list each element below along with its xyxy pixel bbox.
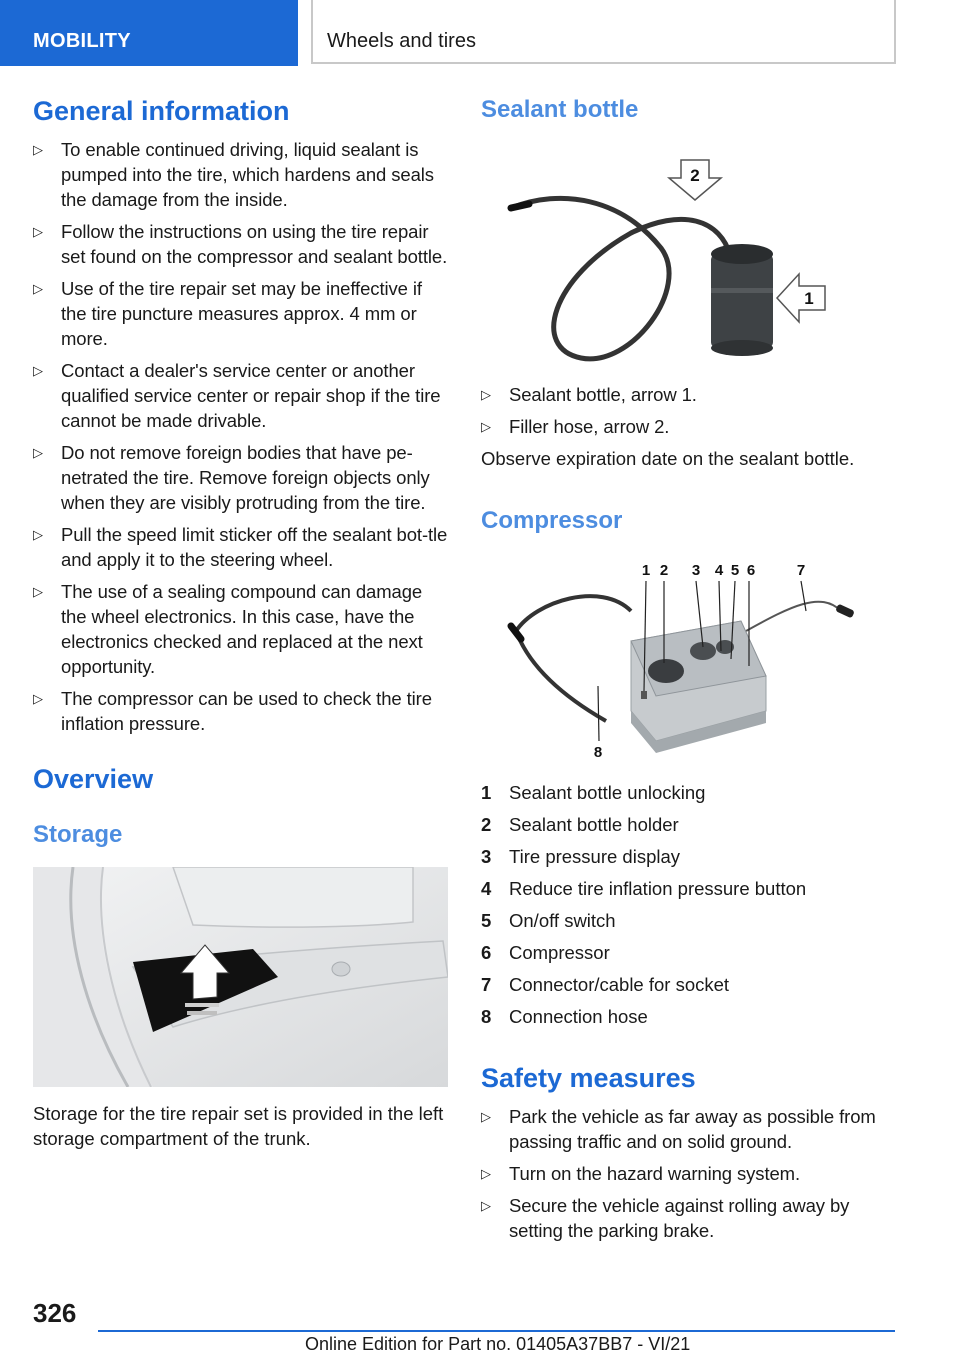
compressor-callout-1: 1 bbox=[641, 562, 651, 579]
compressor-callout-5: 5 bbox=[730, 562, 740, 579]
legend-number: 3 bbox=[481, 846, 492, 867]
list-item: ▷ Do not remove foreign bodies that have pe‐netrated the tire. Remove foreign objects only when they are visibly protruding from the tire. bbox=[33, 440, 448, 515]
page-number: 326 bbox=[33, 1298, 77, 1328]
list-item: ▷ Secure the vehicle against rolling away by setting the parking brake. bbox=[481, 1193, 901, 1243]
legend-number: 1 bbox=[481, 782, 492, 803]
compressor-callout-3: 3 bbox=[691, 562, 701, 579]
page-header bbox=[0, 0, 960, 66]
legend-text: Reduce tire inflation pressure button bbox=[509, 878, 807, 899]
general-info-heading: General information bbox=[33, 96, 290, 126]
compressor-callout-7: 7 bbox=[796, 562, 806, 579]
arrow-1-label: 1 bbox=[804, 289, 814, 308]
list-item: ▷ To enable continued driving, liquid sealant is pumped into the tire, which hardens and seals the damage from the inside. bbox=[33, 137, 448, 212]
list-item: ▷ Filler hose, arrow 2. bbox=[481, 414, 901, 439]
legend-text: Connector/cable for socket bbox=[509, 974, 730, 995]
left-column bbox=[33, 96, 448, 1151]
legend-number: 5 bbox=[481, 910, 492, 931]
list-item: ▷ The use of a sealing compound can damage the wheel electronics. In this case, have the electronics checked and replaced at the next opportunity. bbox=[33, 579, 448, 679]
right-column bbox=[481, 96, 901, 1250]
list-item: ▷ Use of the tire repair set may be ineffective if the tire puncture measures approx. 4 mm or more. bbox=[33, 276, 448, 351]
list-item: ▷ Follow the instructions on using the tire repair set found on the compressor and sealant bottle. bbox=[33, 219, 448, 269]
expiration-note: Observe expiration date on the sealant bottle. bbox=[481, 448, 855, 469]
compressor-heading: Compressor bbox=[481, 507, 623, 534]
storage-description: Storage for the tire repair set is provided in the left storage compartment of the trunk. bbox=[33, 1103, 444, 1149]
list-item: ▷ Park the vehicle as far away as possible from passing traffic and on solid ground. bbox=[481, 1104, 901, 1154]
safety-measures-list bbox=[481, 1104, 901, 1243]
section-label: MOBILITY bbox=[0, 0, 298, 66]
list-item: ▷ Contact a dealer's service center or another qualified service center or repair shop if the tire cannot be made drivable. bbox=[33, 358, 448, 433]
legend-text: Sealant bottle holder bbox=[509, 814, 679, 835]
legend-text: Connection hose bbox=[509, 1006, 648, 1027]
sealant-bottle-illustration bbox=[481, 138, 901, 368]
compressor-callout-6: 6 bbox=[746, 562, 756, 579]
edition-label: Online Edition for Part no. 01405A37BB7 - VI/21 bbox=[305, 1334, 691, 1354]
legend-text: On/off switch bbox=[509, 910, 616, 931]
compressor-illustration bbox=[481, 551, 901, 771]
list-item: ▷ Turn on the hazard warning system. bbox=[481, 1161, 901, 1186]
legend-item bbox=[481, 841, 901, 873]
legend-number: 7 bbox=[481, 974, 492, 995]
storage-illustration bbox=[33, 867, 448, 1087]
sealant-bottle-heading: Sealant bottle bbox=[481, 96, 639, 123]
safety-measures-heading: Safety measures bbox=[481, 1063, 696, 1093]
topic-label: Wheels and tires bbox=[311, 0, 896, 64]
legend-text: Sealant bottle unlocking bbox=[509, 782, 706, 803]
legend-item bbox=[481, 777, 901, 809]
legend-item bbox=[481, 1001, 901, 1033]
arrow-2-label: 2 bbox=[690, 166, 700, 185]
sealant-bottle-list bbox=[481, 382, 901, 439]
storage-heading: Storage bbox=[33, 821, 123, 848]
legend-item bbox=[481, 937, 901, 969]
list-item: ▷ Pull the speed limit sticker off the sealant bot‐tle and apply it to the steering wheel. bbox=[33, 522, 448, 572]
general-info-list bbox=[33, 137, 448, 736]
legend-number: 6 bbox=[481, 942, 492, 963]
compressor-callout-2: 2 bbox=[659, 562, 669, 579]
compressor-callout-4: 4 bbox=[714, 562, 724, 579]
legend-number: 8 bbox=[481, 1006, 492, 1027]
legend-item bbox=[481, 873, 901, 905]
legend-number: 4 bbox=[481, 878, 492, 899]
legend-item bbox=[481, 969, 901, 1001]
list-item: ▷ Sealant bottle, arrow 1. bbox=[481, 382, 901, 407]
legend-text: Compressor bbox=[509, 942, 610, 963]
legend-number: 2 bbox=[481, 814, 492, 835]
overview-heading: Overview bbox=[33, 764, 154, 794]
legend-item bbox=[481, 905, 901, 937]
compressor-callout-8: 8 bbox=[593, 744, 603, 761]
list-item: ▷ The compressor can be used to check the tire inflation pressure. bbox=[33, 686, 448, 736]
legend-item bbox=[481, 809, 901, 841]
compressor-legend bbox=[481, 777, 901, 1033]
footer-divider bbox=[98, 1330, 895, 1332]
legend-text: Tire pressure display bbox=[509, 846, 681, 867]
